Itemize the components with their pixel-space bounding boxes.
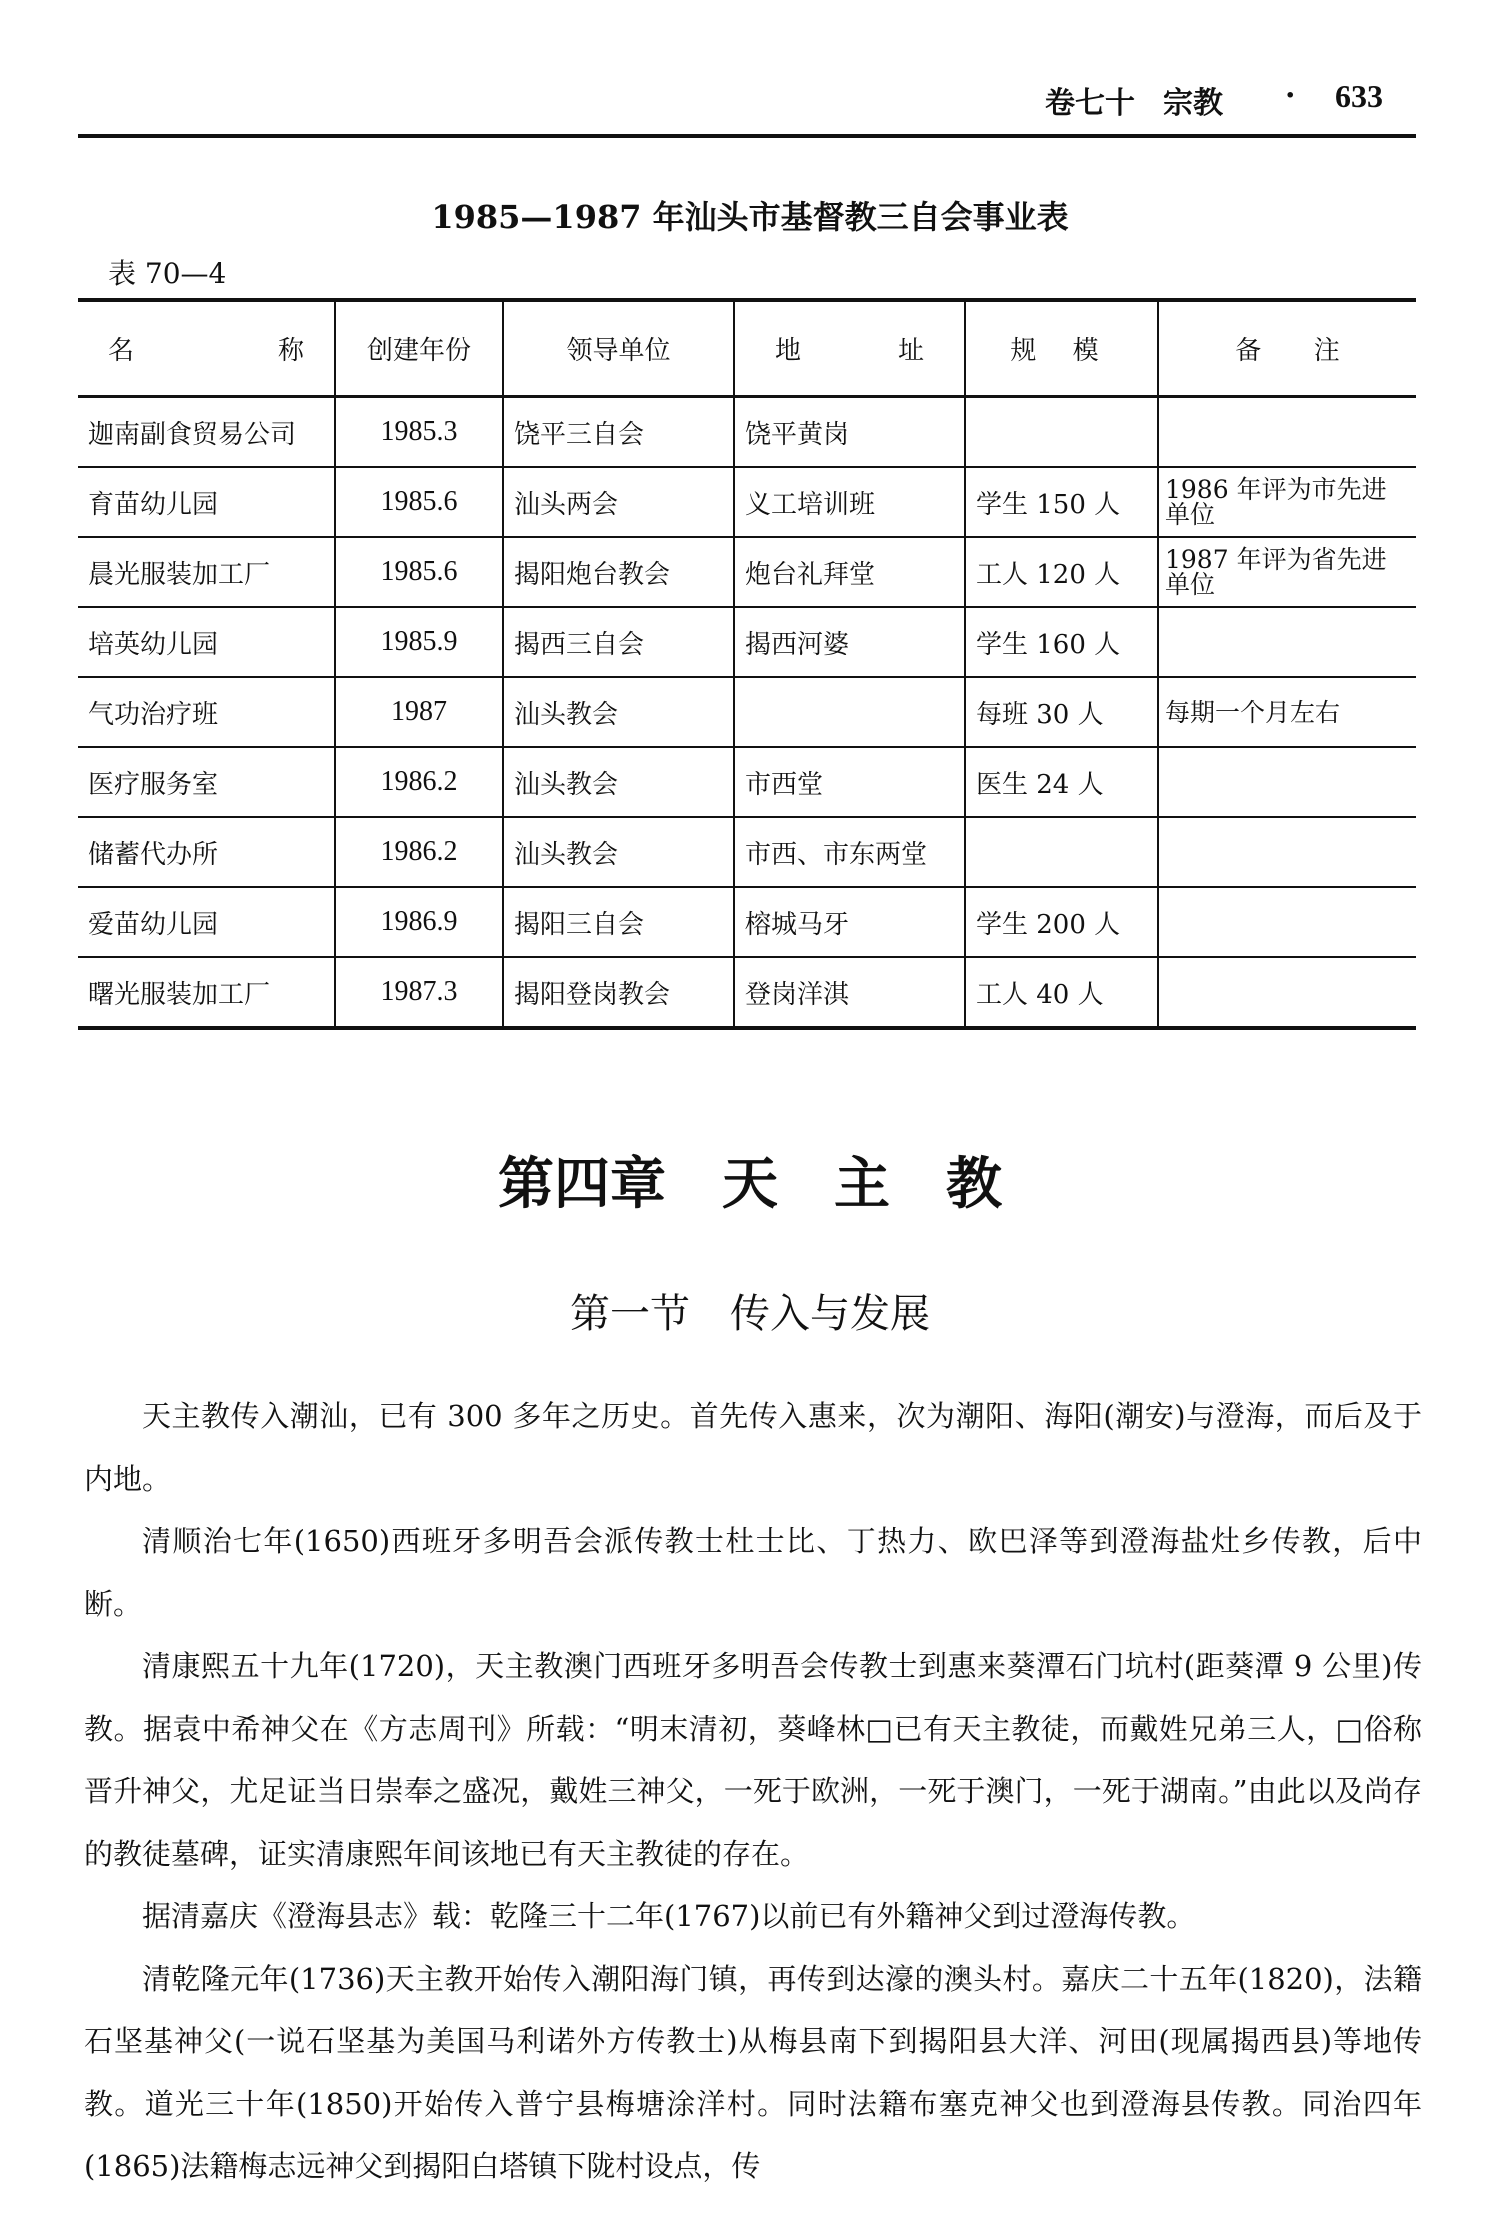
separator-dot: · bbox=[1285, 78, 1296, 113]
cell-note bbox=[1158, 397, 1416, 468]
header-note bbox=[1158, 300, 1416, 397]
running-head bbox=[1045, 78, 1405, 128]
table-body bbox=[78, 397, 1416, 1029]
cell-address: 市西堂 bbox=[734, 747, 965, 817]
cell-scale: 工人 120 人 bbox=[965, 537, 1158, 607]
cell-year: 1985.6 bbox=[335, 467, 503, 537]
table-title: 1985—1987 年汕头市基督教三自会事业表 bbox=[431, 198, 1069, 236]
paragraph: 清顺治七年(1650)西班牙多明吾会派传教士杜士比、丁热力、欧巴泽等到澄海盐灶乡传教，后中断。 bbox=[84, 1524, 1422, 1621]
cell-name: 医疗服务室 bbox=[78, 747, 335, 817]
table-row bbox=[78, 397, 1416, 468]
cell-name: 晨光服装加工厂 bbox=[78, 537, 335, 607]
cell-year: 1986.2 bbox=[335, 817, 503, 887]
cell-year: 1986.9 bbox=[335, 887, 503, 957]
table-row bbox=[78, 677, 1416, 747]
cell-name: 培英幼儿园 bbox=[78, 607, 335, 677]
cell-year: 1985.6 bbox=[335, 537, 503, 607]
cell-address: 炮台礼拜堂 bbox=[734, 537, 965, 607]
volume-label: 卷七十 bbox=[1045, 86, 1135, 121]
cell-address: 揭西河婆 bbox=[734, 607, 965, 677]
page-number: 633 bbox=[1335, 78, 1383, 114]
cell-address: 义工培训班 bbox=[734, 467, 965, 537]
cell-year: 1985.3 bbox=[335, 397, 503, 468]
cell-note bbox=[1158, 957, 1416, 1028]
cell-year: 1987 bbox=[335, 677, 503, 747]
table-label: 表 70—4 bbox=[108, 257, 227, 290]
cell-leader: 揭阳炮台教会 bbox=[503, 537, 734, 607]
cell-year: 1985.9 bbox=[335, 607, 503, 677]
body-text bbox=[84, 1385, 1422, 2198]
table-row bbox=[78, 817, 1416, 887]
header-year: 创建年份 bbox=[335, 300, 503, 397]
cell-scale: 每班 30 人 bbox=[965, 677, 1158, 747]
cell-note bbox=[1158, 747, 1416, 817]
cell-leader: 汕头两会 bbox=[503, 467, 734, 537]
cell-leader: 揭西三自会 bbox=[503, 607, 734, 677]
cell-address: 登岗洋淇 bbox=[734, 957, 965, 1028]
chapter-title bbox=[0, 1140, 1500, 1220]
cell-address: 榕城马牙 bbox=[734, 887, 965, 957]
cell-note bbox=[1158, 607, 1416, 677]
cell-leader: 汕头教会 bbox=[503, 817, 734, 887]
table-row bbox=[78, 747, 1416, 817]
cell-name: 曙光服装加工厂 bbox=[78, 957, 335, 1028]
table-row bbox=[78, 957, 1416, 1028]
chapter-number: 第四章 bbox=[498, 1152, 666, 1217]
header-address-part: 址 bbox=[897, 336, 924, 366]
cell-scale: 医生 24 人 bbox=[965, 747, 1158, 817]
cell-note bbox=[1158, 887, 1416, 957]
header-note-part: 注 bbox=[1313, 336, 1340, 366]
header-leader: 领导单位 bbox=[503, 300, 734, 397]
cell-scale: 学生 160 人 bbox=[965, 607, 1158, 677]
header-scale: 规 模 bbox=[965, 300, 1158, 397]
section-title: 第一节 传入与发展 bbox=[570, 1291, 930, 1337]
cell-scale bbox=[965, 397, 1158, 468]
paragraph: 清康熙五十九年(1720)，天主教澳门西班牙多明吾会传教士到惠来葵潭石门坑村(距葵潭 9 公里)传教。据袁中希神父在《方志周刊》所载：“明末清初，葵峰林□已有天主教徒，而戴姓兄弟三人，□俗称晋升神父，尤足证当日崇奉之盛况，戴姓三神父，一死于欧洲，一死于澳门，一死于湖南。”由此以及尚存的教徒墓碑，证实清康熙年间该地已有天主教徒的存在。 bbox=[84, 1649, 1422, 1871]
header-note-part: 备 bbox=[1235, 336, 1262, 366]
cell-name: 储蓄代办所 bbox=[78, 817, 335, 887]
paragraph: 天主教传入潮汕，已有 300 多年之历史。首先传入惠来，次为潮阳、海阳(潮安)与澄海，而后及于内地。 bbox=[84, 1399, 1422, 1496]
header-rule bbox=[78, 134, 1416, 138]
cell-leader: 汕头教会 bbox=[503, 677, 734, 747]
header-name bbox=[78, 300, 335, 397]
cell-leader: 饶平三自会 bbox=[503, 397, 734, 468]
cell-address bbox=[734, 677, 965, 747]
table-row bbox=[78, 537, 1416, 607]
cell-note: 1987 年评为省先进单位 bbox=[1158, 537, 1416, 607]
table-row bbox=[78, 607, 1416, 677]
cell-note bbox=[1158, 817, 1416, 887]
cell-note: 每期一个月左右 bbox=[1158, 677, 1416, 747]
paragraph: 据清嘉庆《澄海县志》载：乾隆三十二年(1767)以前已有外籍神父到过澄海传教。 bbox=[142, 1899, 1196, 1933]
header-address bbox=[734, 300, 965, 397]
cell-leader: 揭阳三自会 bbox=[503, 887, 734, 957]
cell-note: 1986 年评为市先进单位 bbox=[1158, 467, 1416, 537]
cell-name: 育苗幼儿园 bbox=[78, 467, 335, 537]
table-header-row bbox=[78, 300, 1416, 397]
table-row bbox=[78, 887, 1416, 957]
cell-scale: 学生 150 人 bbox=[965, 467, 1158, 537]
cell-scale bbox=[965, 817, 1158, 887]
chapter-title-char: 主 bbox=[834, 1152, 890, 1217]
header-name-part: 称 bbox=[277, 336, 304, 366]
cell-scale: 工人 40 人 bbox=[965, 957, 1158, 1028]
cell-scale: 学生 200 人 bbox=[965, 887, 1158, 957]
header-address-part: 地 bbox=[775, 336, 802, 366]
cell-name: 气功治疗班 bbox=[78, 677, 335, 747]
cell-year: 1986.2 bbox=[335, 747, 503, 817]
cell-address: 市西、市东两堂 bbox=[734, 817, 965, 887]
enterprises-table bbox=[78, 298, 1416, 1030]
cell-address: 饶平黄岗 bbox=[734, 397, 965, 468]
table-row bbox=[78, 467, 1416, 537]
cell-name: 爱苗幼儿园 bbox=[78, 887, 335, 957]
cell-year: 1987.3 bbox=[335, 957, 503, 1028]
header-name-part: 名 bbox=[108, 336, 135, 366]
chapter-title-char: 天 bbox=[722, 1152, 778, 1217]
cell-leader: 汕头教会 bbox=[503, 747, 734, 817]
chapter-title-char: 教 bbox=[946, 1152, 1002, 1217]
cell-name: 迦南副食贸易公司 bbox=[78, 397, 335, 468]
paragraph: 清乾隆元年(1736)天主教开始传入潮阳海门镇，再传到达濠的澳头村。嘉庆二十五年(1820)，法籍石坚基神父(一说石坚基为美国马利诺外方传教士)从梅县南下到揭阳县大洋、河田(现属揭西县)等地传教。道光三十年(1850)开始传入普宁县梅塘涂洋村。同时法籍布塞克神父也到澄海县传教。同治四年(1865)法籍梅志远神父到揭阳白塔镇下陇村设点，传 bbox=[84, 1961, 1422, 2183]
section-label: 宗教 bbox=[1163, 86, 1223, 121]
cell-leader: 揭阳登岗教会 bbox=[503, 957, 734, 1028]
